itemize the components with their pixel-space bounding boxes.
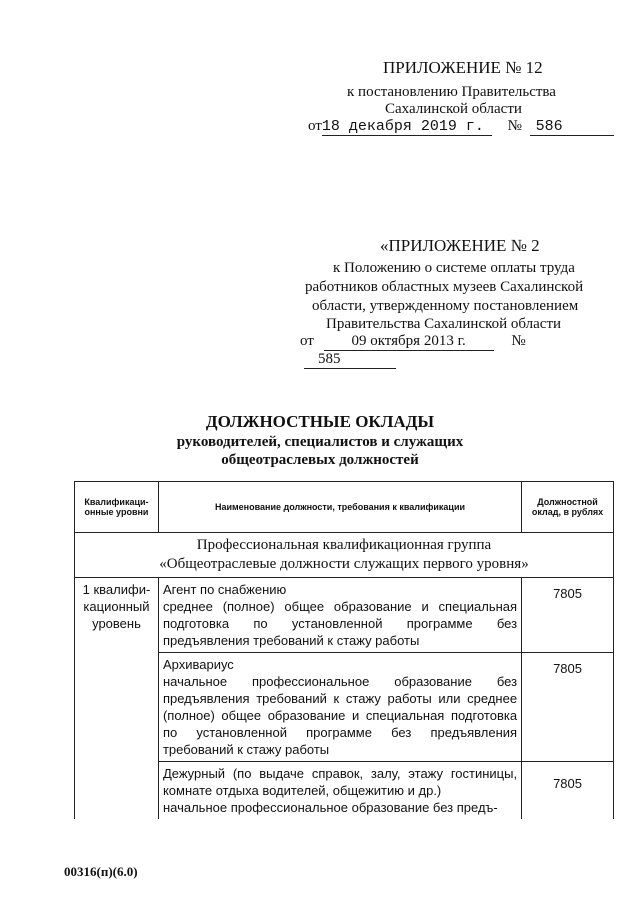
appendix-12-line-1: к постановлению Правительства	[347, 84, 556, 100]
appendix-12-line-2: Сахалинской области	[385, 101, 522, 117]
position-name: Агент по снабжению	[162, 582, 287, 597]
header-position: Наименование должности, требования к квалификации	[158, 482, 521, 533]
position-cell	[158, 578, 521, 653]
date-prefix: от	[300, 333, 314, 349]
appendix-2-line-4: Правительства Сахалинской области	[326, 316, 562, 332]
appendix-12-number: 586	[530, 118, 614, 136]
date-prefix: от	[308, 118, 322, 134]
appendix-12-date: 18 декабря 2019 г.	[322, 118, 492, 136]
document-subheading-2: общеотраслевых должностей	[221, 452, 419, 468]
table-header-row	[75, 482, 614, 533]
header-salary: Должностной оклад, в рублях	[522, 482, 614, 533]
table-row	[75, 578, 614, 653]
position-cell	[158, 653, 521, 762]
position-cell	[158, 762, 521, 820]
appendix-2-line-2: работников областных музеев Сахалинской	[305, 279, 584, 295]
appendix-12-date-row	[308, 118, 618, 140]
group-title-line-1: Профессиональная квалификационная группа	[196, 537, 492, 553]
group-title	[75, 533, 614, 578]
salary-value: 7805	[522, 653, 614, 762]
appendix-2-date-row	[300, 333, 620, 369]
footer-code: 00316(п)(6.0)	[64, 864, 138, 879]
level-cell: 1 квалифи-кационный уровень	[75, 578, 159, 820]
appendix-2-number: 585	[304, 351, 396, 369]
position-requirements: начальное профессиональное образование без предъ-	[162, 800, 498, 815]
appendix-2-title: «ПРИЛОЖЕНИЕ № 2	[380, 236, 540, 255]
salary-table	[74, 481, 614, 819]
document-subheading-1: руководителей, специалистов и служащих	[176, 434, 464, 450]
header-level: Квалификаци-онные уровни	[75, 482, 159, 533]
appendix-2-line-1: к Положению о системе оплаты труда	[333, 260, 575, 276]
document-heading: ДОЛЖНОСТНЫЕ ОКЛАДЫ	[205, 412, 435, 431]
group-title-line-2: «Общеотраслевые должности служащих первого уровня»	[159, 556, 529, 572]
salary-value: 7805	[522, 578, 614, 653]
number-prefix: №	[507, 118, 522, 134]
appendix-2-date: 09 октября 2013 г.	[324, 333, 494, 351]
group-row	[75, 533, 614, 578]
appendix-12-title: ПРИЛОЖЕНИЕ № 12	[383, 58, 543, 77]
position-requirements: среднее (полное) общее образование и специальная подготовка по установленной программе без предъявления требований к стажу работы	[162, 599, 518, 648]
salary-value: 7805	[522, 762, 614, 820]
appendix-2-line-3: области, утвержденному постановлением	[312, 298, 579, 314]
position-requirements: начальное профессиональное образование без предъявления требований к стажу работы или среднее (полное) общее образование и специальная подготовка по установленной программе без предъявления требований к стажу работы	[162, 674, 518, 757]
position-name: Архивариус	[162, 657, 234, 672]
position-name: Дежурный (по выдаче справок, залу, этажу гостиницы, комнате отдыха водителей, общежитию и др.)	[162, 766, 518, 798]
number-prefix: №	[511, 333, 526, 349]
